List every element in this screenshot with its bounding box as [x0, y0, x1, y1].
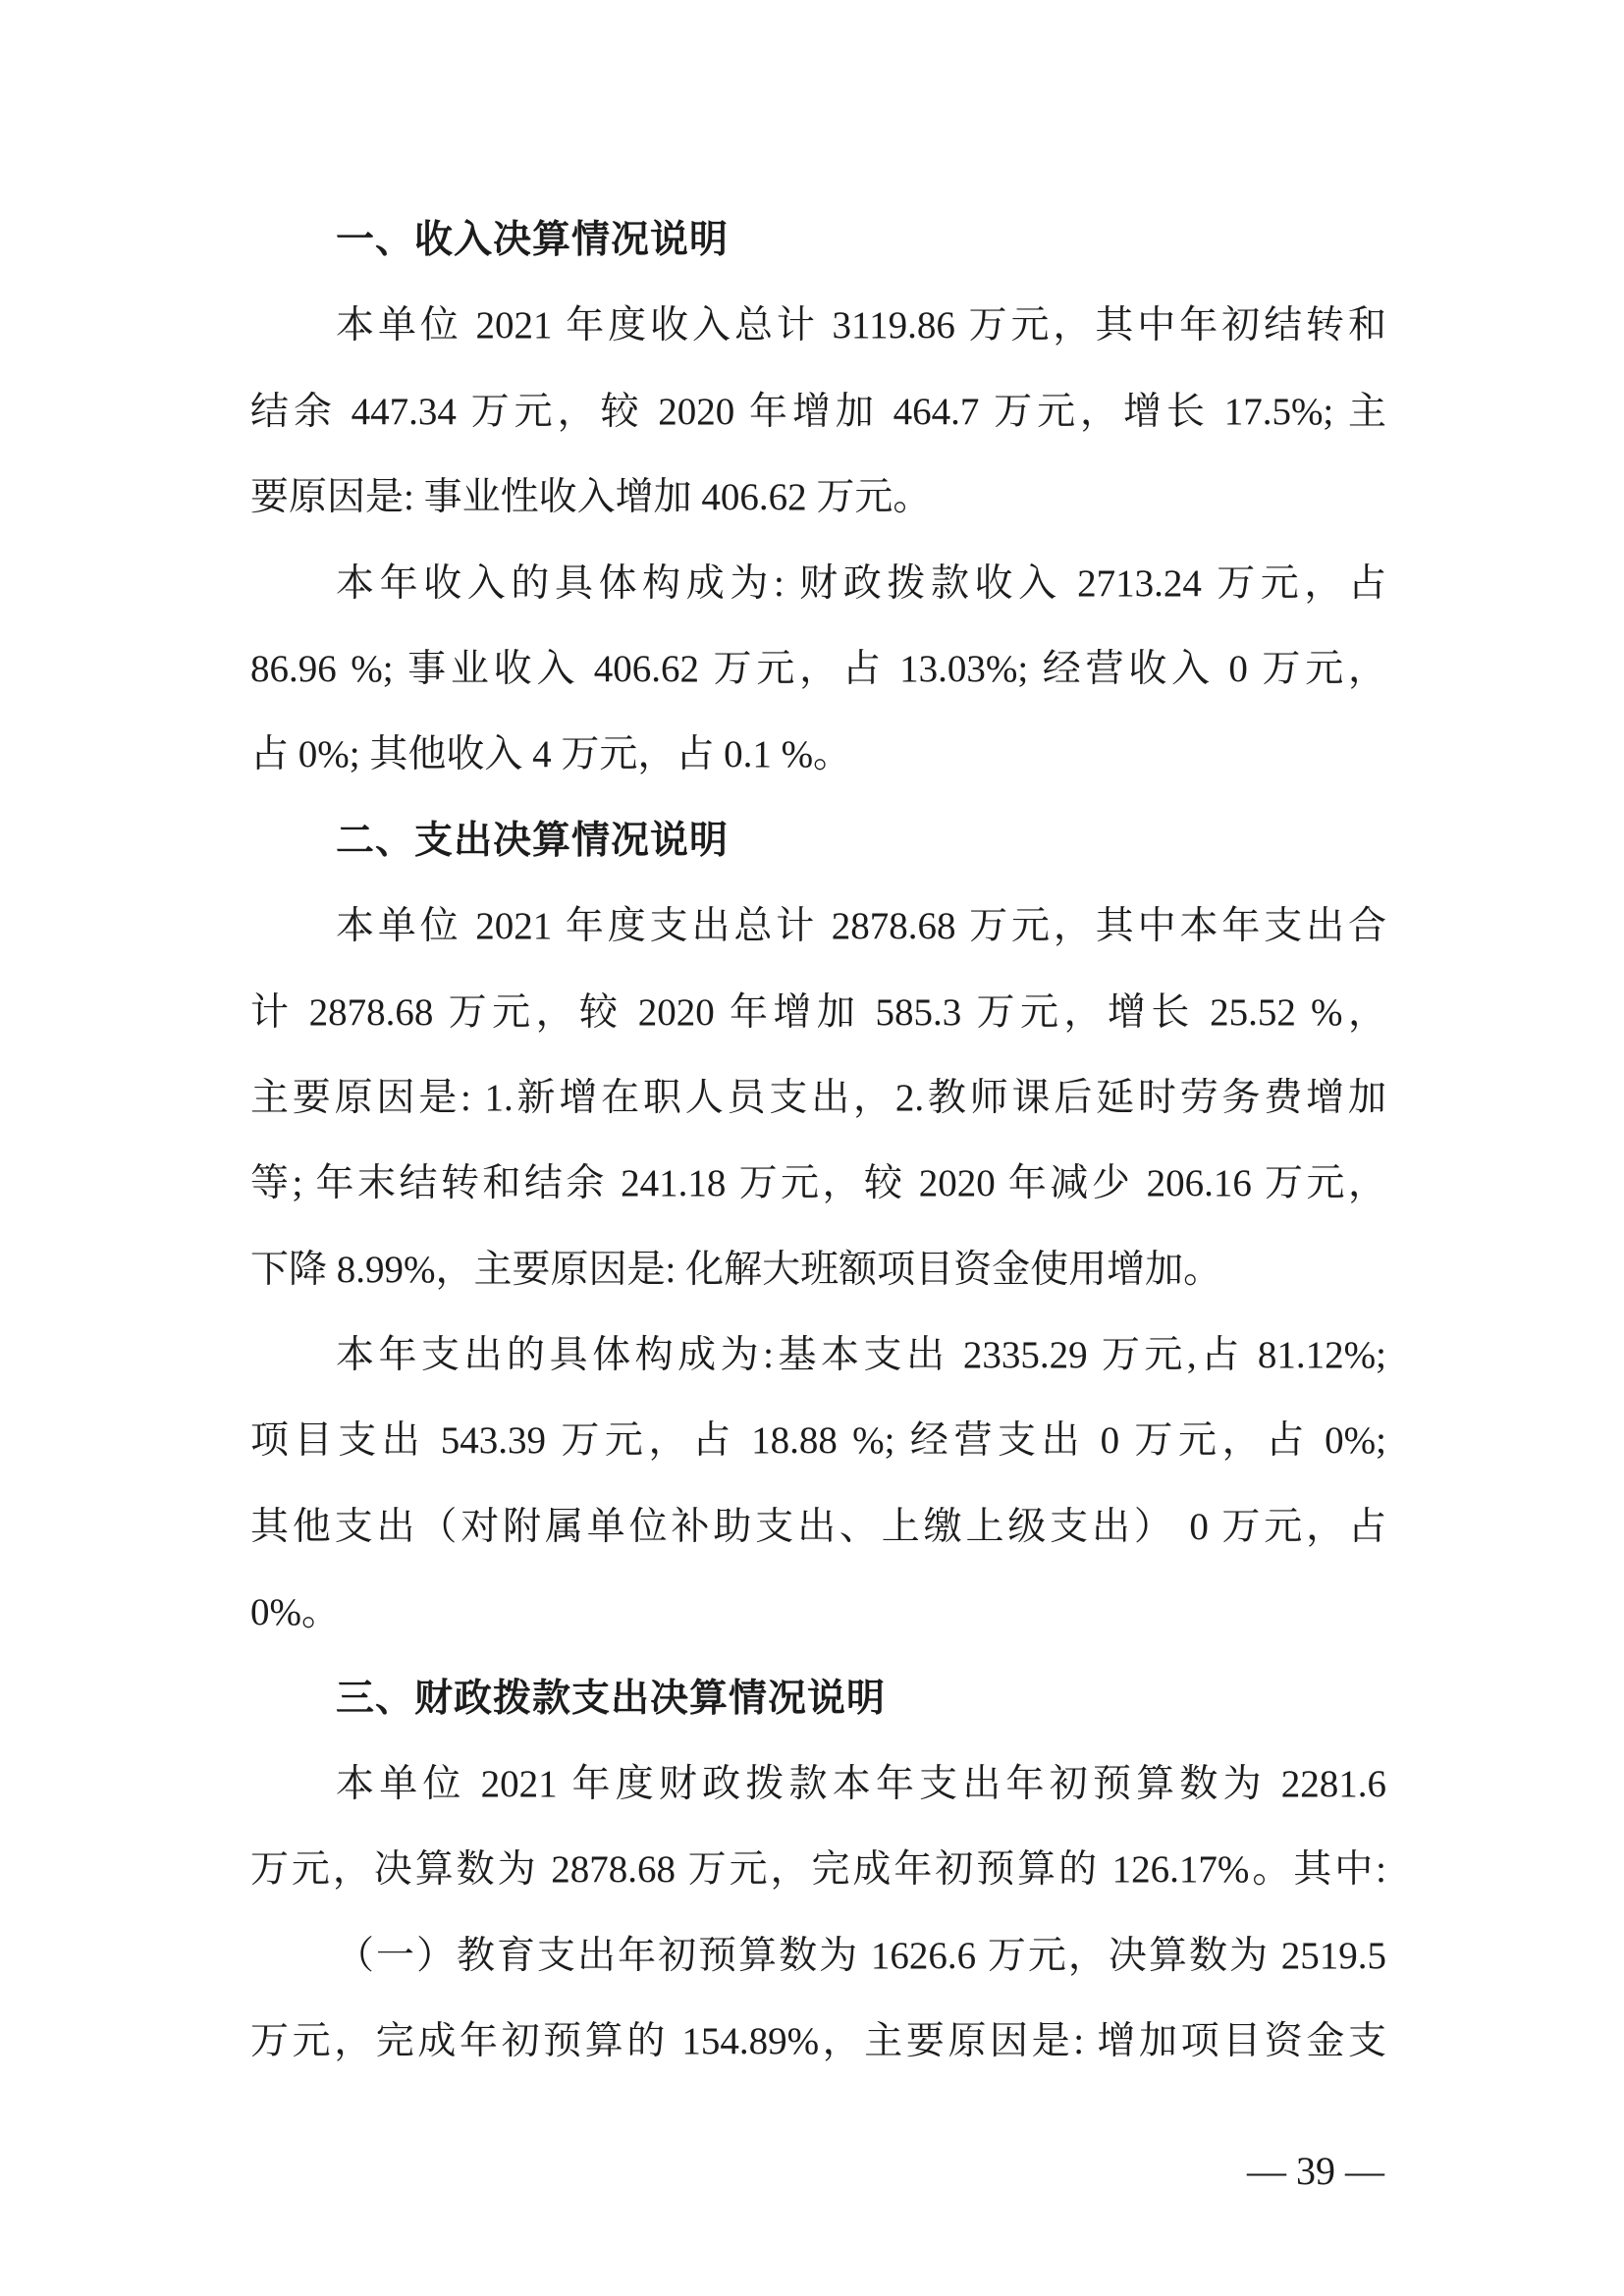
- text-line: 本单位 2021 年度财政拨款本年支出年初预算数为 2281.6: [336, 1763, 1386, 1806]
- paragraph: [250, 541, 1386, 798]
- text-line: 万元，完成年初预算的 154.89%，主要原因是: 增加项目资金支: [250, 2020, 1386, 2063]
- paragraph: [250, 1913, 1386, 2085]
- paragraph: [250, 283, 1386, 540]
- text-line: 本年支出的具体构成为:基本支出 2335.29 万元,占 81.12%;: [336, 1334, 1386, 1377]
- text-line: 占 0%; 其他收入 4 万元，占 0.1 %。: [250, 733, 852, 776]
- paragraph: [250, 1741, 1386, 1913]
- text-line: 其他支出（对附属单位补助支出、上缴上级支出） 0 万元，占: [250, 1505, 1386, 1548]
- section-heading: 三、财政拨款支出决算情况说明: [336, 1677, 887, 1720]
- text-line: 万元，决算数为 2878.68 万元，完成年初预算的 126.17%。其中:: [250, 1848, 1386, 1892]
- text-line: 要原因是: 事业性收入增加 406.62 万元。: [250, 476, 932, 519]
- text-line: 下降 8.99%，主要原因是: 化解大班额项目资金使用增加。: [250, 1248, 1222, 1291]
- section-heading: 二、支出决算情况说明: [336, 819, 730, 862]
- text-line: 主要原因是: 1.新增在职人员支出，2.教师课后延时劳务费增加: [250, 1076, 1386, 1119]
- section-heading: 一、收入决算情况说明: [336, 219, 730, 261]
- text-line: 计 2878.68 万元，较 2020 年增加 585.3 万元，增长 25.52 %，: [250, 990, 1386, 1034]
- text-line: 本单位 2021 年度支出总计 2878.68 万元，其中本年支出合: [336, 905, 1386, 948]
- paragraph: [250, 883, 1386, 1312]
- text-line: 本单位 2021 年度收入总计 3119.86 万元，其中年初结转和: [336, 304, 1386, 347]
- text-line: 项目支出 543.39 万元，占 18.88 %; 经营支出 0 万元，占 0%;: [250, 1419, 1386, 1463]
- text-line: （一）教育支出年初预算数为 1626.6 万元，决算数为 2519.5: [336, 1934, 1386, 1977]
- text-line: 0%。: [250, 1591, 340, 1634]
- page-number: — 39 —: [1247, 2149, 1384, 2193]
- text-line: 等; 年末结转和结余 241.18 万元，较 2020 年减少 206.16 万元，: [250, 1162, 1386, 1205]
- text-line: 本年收入的具体构成为: 财政拨款收入 2713.24 万元，占: [336, 561, 1386, 605]
- text-line: 86.96 %; 事业收入 406.62 万元，占 13.03%; 经营收入 0 万元，: [250, 647, 1386, 690]
- paragraph: [250, 1312, 1386, 1656]
- text-line: 结余 447.34 万元，较 2020 年增加 464.7 万元，增长 17.5%; 主: [250, 390, 1386, 433]
- page-body: [250, 197, 1386, 2085]
